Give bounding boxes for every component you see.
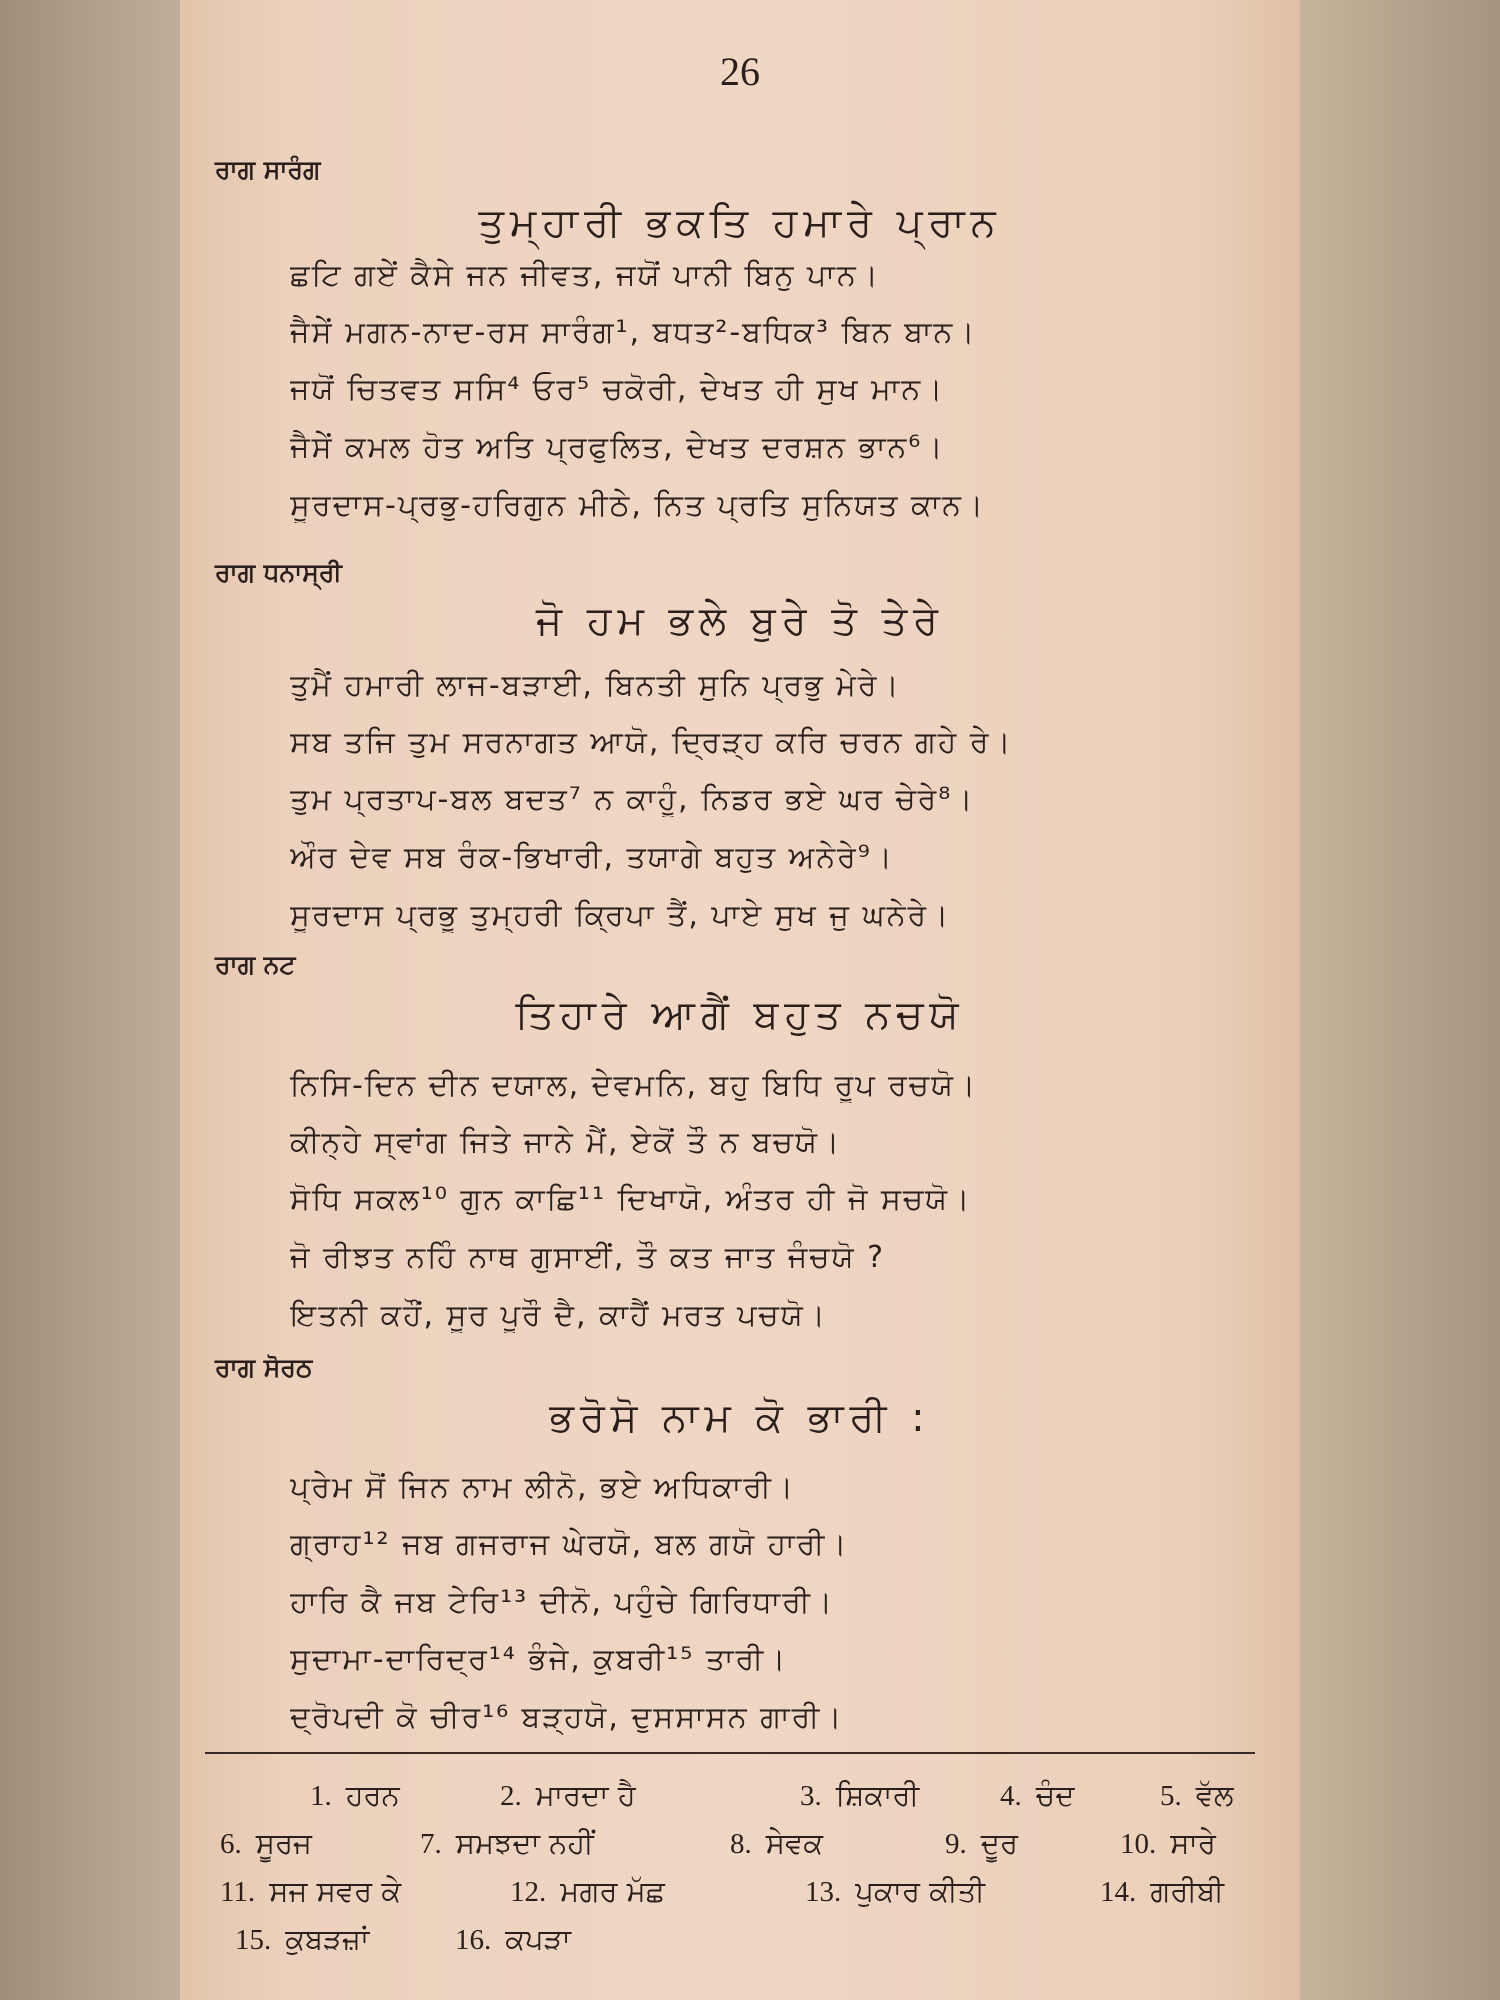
poem-4-line-5: ਦ੍ਰੋਪਦੀ ਕੋ ਚੀਰ¹⁶ ਬੜ੍ਹਯੋ, ਦੁਸਸਾਸਨ ਗਾਰੀ। — [290, 1700, 844, 1735]
poem-1-line-4: ਜੈਸੇਂ ਕਮਲ ਹੋਤ ਅਤਿ ਪ੍ਰਫੁਲਿਤ, ਦੇਖਤ ਦਰਸ਼ਨ ਭਾਨ⁶। — [290, 430, 945, 465]
footnote-5: 5. ਵੱਲ — [1160, 1778, 1234, 1812]
raga-heading-nat: ਰਾਗ ਨਟ — [215, 950, 296, 979]
poem-4-line-2: ਗ੍ਰਾਹ¹² ਜਬ ਗਜਰਾਜ ਘੇਰਯੋ, ਬਲ ਗਯੋ ਹਾਰੀ। — [290, 1527, 849, 1562]
poem-2-line-4: ਔਰ ਦੇਵ ਸਬ ਰੰਕ-ਭਿਖਾਰੀ, ਤਯਾਗੇ ਬਹੁਤ ਅਨੇਰੇ⁹। — [290, 840, 895, 875]
poem-3-line-3: ਸੋਧਿ ਸਕਲ¹⁰ ਗੁਨ ਕਾਛਿ¹¹ ਦਿਖਾਯੋ, ਅੰਤਰ ਹੀ ਜੋ ਸਚਯੋ। — [290, 1182, 972, 1217]
footnote-divider — [205, 1752, 1255, 1754]
poem-3-line-5: ਇਤਨੀ ਕਹੌਂ, ਸੂਰ ਪੂਰੌ ਦੈ, ਕਾਹੈਂ ਮਰਤ ਪਚਯੋ। — [290, 1298, 827, 1333]
poem-title-2: ਜੋ ਹਮ ਭਲੇ ਬੁਰੇ ਤੋ ਤੇਰੇ — [536, 598, 944, 644]
poem-title-4: ਭਰੋਸੋ ਨਾਮ ਕੋ ਭਾਰੀ : — [549, 1395, 931, 1441]
poem-3-line-2: ਕੀਨ੍ਹੇ ਸ੍ਵਾਂਗ ਜਿਤੇ ਜਾਨੇ ਮੈਂ, ਏਕੋਂ ਤੌ ਨ ਬਚਯੋ। — [290, 1125, 842, 1160]
scan-background-right — [1300, 0, 1500, 2000]
poem-1-line-3: ਜਯੋਂ ਚਿਤਵਤ ਸਸਿ⁴ ਓਰ⁵ ਚਕੋਰੀ, ਦੇਖਤ ਹੀ ਸੁਖ ਮਾਨ। — [290, 372, 945, 407]
footnote-2: 2. ਮਾਰਦਾ ਹੈ — [500, 1778, 636, 1812]
poem-4-line-3: ਹਾਰਿ ਕੈ ਜਬ ਟੇਰਿ¹³ ਦੀਨੋ, ਪਹੁੰਚੇ ਗਿਰਿਧਾਰੀ। — [290, 1585, 835, 1620]
scan-background-left — [0, 0, 180, 2000]
footnote-10: 10. ਸਾਰੇ — [1120, 1826, 1216, 1860]
footnote-row-2 — [180, 1826, 1300, 1870]
poem-3-line-1: ਨਿਸਿ-ਦਿਨ ਦੀਨ ਦਯਾਲ, ਦੇਵਮਨਿ, ਬਹੁ ਬਿਧਿ ਰੂਪ ਰਚਯੋ। — [290, 1068, 978, 1103]
footnote-12: 12. ਮਗਰ ਮੱਛ — [510, 1874, 665, 1908]
footnote-1: 1. ਹਰਨ — [310, 1778, 400, 1812]
poem-3-line-4: ਜੋ ਰੀਝਤ ਨਹਿੰ ਨਾਥ ਗੁਸਾਈਂ, ਤੌ ਕਤ ਜਾਤ ਜੰਚਯੋ ? — [290, 1240, 886, 1275]
footnote-3: 3. ਸ਼ਿਕਾਰੀ — [800, 1778, 920, 1812]
raga-heading-sorath: ਰਾਗ ਸੋਰਠ — [215, 1353, 313, 1382]
footnote-8: 8. ਸੇਵਕ — [730, 1826, 823, 1860]
footnote-14: 14. ਗਰੀਬੀ — [1100, 1874, 1224, 1908]
footnote-row-1 — [180, 1778, 1300, 1822]
raga-heading-dhanasri: ਰਾਗ ਧਨਾਸ੍ਰੀ — [215, 558, 342, 587]
footnote-7: 7. ਸਮਝਦਾ ਨਹੀਂ — [420, 1826, 594, 1860]
footnote-6: 6. ਸੂਰਜ — [220, 1826, 312, 1860]
poem-title-3: ਤਿਹਾਰੇ ਆਗੈਂ ਬਹੁਤ ਨਚਯੋ — [515, 992, 965, 1038]
book-page — [180, 0, 1300, 2000]
footnote-13: 13. ਪੁਕਾਰ ਕੀਤੀ — [805, 1874, 986, 1908]
poem-title-1: ਤੁਮ੍ਹਾਰੀ ਭਕਤਿ ਹਮਾਰੇ ਪ੍ਰਾਨ — [478, 200, 1002, 246]
poem-2-line-1: ਤੁਮੈਂ ਹਮਾਰੀ ਲਾਜ-ਬੜਾਈ, ਬਿਨਤੀ ਸੁਨਿ ਪ੍ਰਭੁ ਮੇਰੇ। — [290, 668, 901, 703]
footnote-row-3 — [180, 1874, 1300, 1918]
poem-2-line-2: ਸਬ ਤਜਿ ਤੁਮ ਸਰਨਾਗਤ ਆਯੋ, ਦ੍ਰਿੜ੍ਹ ਕਰਿ ਚਰਨ ਗਹੇ ਰੇ। — [290, 725, 1013, 760]
footnote-row-4 — [180, 1922, 1300, 1966]
footnote-11: 11. ਸਜ ਸਵਰ ਕੇ — [220, 1874, 402, 1908]
poem-1-line-2: ਜੈਸੇਂ ਮਗਨ-ਨਾਦ-ਰਸ ਸਾਰੰਗ¹, ਬਧਤ²-ਬਧਿਕ³ ਬਿਨ ਬਾਨ। — [290, 315, 977, 350]
poem-2-line-5: ਸੂਰਦਾਸ ਪ੍ਰਭੂ ਤੁਮ੍ਹਰੀ ਕ੍ਰਿਪਾ ਤੈਂ, ਪਾਏ ਸੁਖ ਜੁ ਘਨੇਰੇ। — [290, 898, 951, 933]
footnote-16: 16. ਕਪੜਾ — [455, 1922, 571, 1956]
poem-1-line-1: ਛਟਿ ਗਏਂ ਕੈਸੇ ਜਨ ਜੀਵਤ, ਜਯੋਂ ਪਾਨੀ ਬਿਨੁ ਪਾਨ। — [290, 258, 880, 293]
footnote-15: 15. ਕੁਬੜਜ਼ਾਂ — [235, 1922, 370, 1956]
page-number: 26 — [720, 49, 760, 94]
footnote-9: 9. ਦੂਰ — [945, 1826, 1018, 1860]
footnote-4: 4. ਚੰਦ — [1000, 1778, 1075, 1812]
poem-4-line-1: ਪ੍ਰੇਮ ਸੋਂ ਜਿਨ ਨਾਮ ਲੀਨੋ, ਭਏ ਅਧਿਕਾਰੀ। — [290, 1470, 796, 1505]
poem-1-line-5: ਸੂਰਦਾਸ-ਪ੍ਰਭੁ-ਹਰਿਗੁਨ ਮੀਠੇ, ਨਿਤ ਪ੍ਰਤਿ ਸੁਨਿਯਤ ਕਾਨ। — [290, 488, 986, 523]
raga-heading-sarang: ਰਾਗ ਸਾਰੰਗ — [215, 155, 321, 184]
poem-4-line-4: ਸੁਦਾਮਾ-ਦਾਰਿਦ੍ਰ¹⁴ ਭੰਜੇ, ਕੁਬਰੀ¹⁵ ਤਾਰੀ। — [290, 1642, 788, 1677]
poem-2-line-3: ਤੁਮ ਪ੍ਰਤਾਪ-ਬਲ ਬਦਤ⁷ ਨ ਕਾਹੂੰ, ਨਿਡਰ ਭਏ ਘਰ ਚੇਰੇ⁸। — [290, 782, 975, 817]
